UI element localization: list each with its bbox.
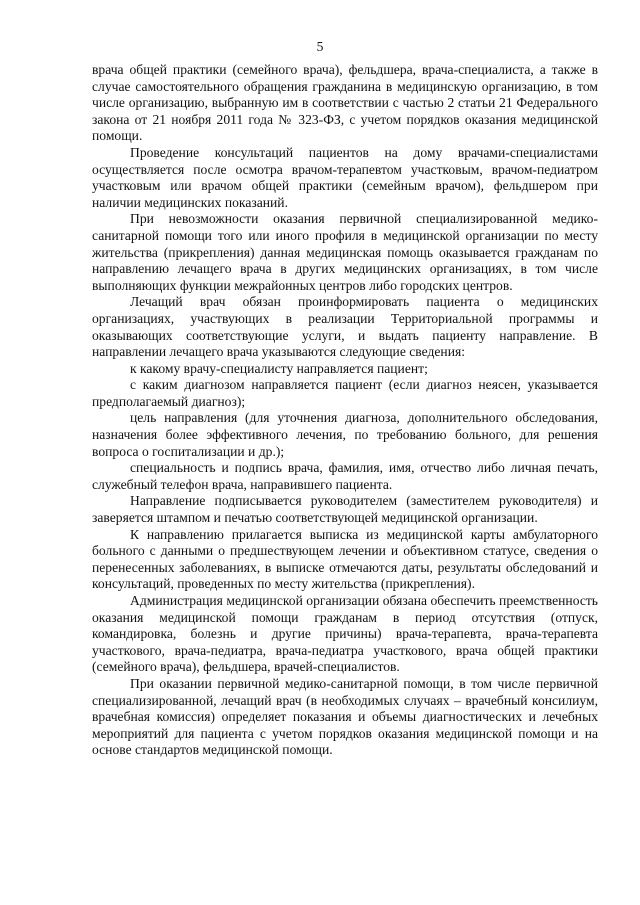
paragraph: К направлению прилагается выписка из медицинской карты амбулаторного больного с данными о предшествующем лечении и объективном статусе, сведения о перенесенных заболеваниях, в выписке отмечаются даты, результаты обследований и консультаций, проведенных по месту жительства (прикрепления). (92, 526, 598, 592)
paragraph: Проведение консультаций пациентов на дому врачами-специалистами осуществляется после осмотра врачом-терапевтом участковым, врачом-педиатром участковым или врачом общей практики (семейным врачом), фельдшером при наличии медицинских показаний. (92, 144, 598, 210)
paragraph: Лечащий врач обязан проинформировать пациента о медицинских организациях, участвующих в реализации Территориальной программы и оказывающих соответствующие услуги, и выдать пациенту направление. В направлении лечащего врача указываются следующие сведения: (92, 294, 598, 360)
paragraph: При невозможности оказания первичной специализированной медико-санитарной помощи того или иного профиля в медицинской организации по месту жительства (прикрепления) данная медицинская помощь оказывается гражданам по направлению лечащего врача в других медицинских организациях, в том числе выполняющих функции межрайонных центров либо городских центров. (92, 211, 598, 293)
document-body (92, 62, 598, 759)
paragraph: Администрация медицинской организации обязана обеспечить преемственность оказания медицинской помощи гражданам в период отсутствия (отпуск, командировка, болезнь и другие причины) врача-терапевта, врача-терапевта участкового, врача-педиатра, врача-педиатра участкового, врача общей практики (семейного врача), фельдшера, врачей-специалистов. (92, 593, 598, 675)
list-item: к какому врачу-специалисту направляется пациент; (130, 360, 428, 376)
list-item: специальность и подпись врача, фамилия, имя, отчество либо личная печать, служебный телефон врача, направившего пациента. (92, 460, 598, 492)
paragraph: врача общей практики (семейного врача), фельдшера, врача-специалиста, а также в случае самостоятельного обращения гражданина в медицинскую организацию, в том числе организацию, выбранную им в соответствии с частью 2 статьи 21 Федерального закона от 21 ноября 2011 года № 323-ФЗ, с учетом порядков оказания медицинской помощи. (92, 62, 598, 144)
paragraph: Направление подписывается руководителем (заместителем руководителя) и заверяется штампом и печатью соответствующей медицинской организации. (92, 493, 598, 526)
page-number: 5 (316, 39, 324, 54)
list-item: с каким диагнозом направляется пациент (если диагноз неясен, указывается предполагаемый диагноз); (92, 377, 598, 409)
list-item: цель направления (для уточнения диагноза, дополнительного обследования, назначения более эффективного лечения, по требованию больного, для решения вопроса о госпитализации и др.); (92, 410, 598, 459)
paragraph: При оказании первичной медико-санитарной помощи, в том числе первичной специализированной, лечащий врач (в необходимых случаях – врачебный консилиум, врачебная комиссия) определяет показания и объемы диагностических и лечебных мероприятий для пациента с учетом порядков оказания медицинской помощи и на основе стандартов медицинской помощи. (92, 675, 598, 758)
